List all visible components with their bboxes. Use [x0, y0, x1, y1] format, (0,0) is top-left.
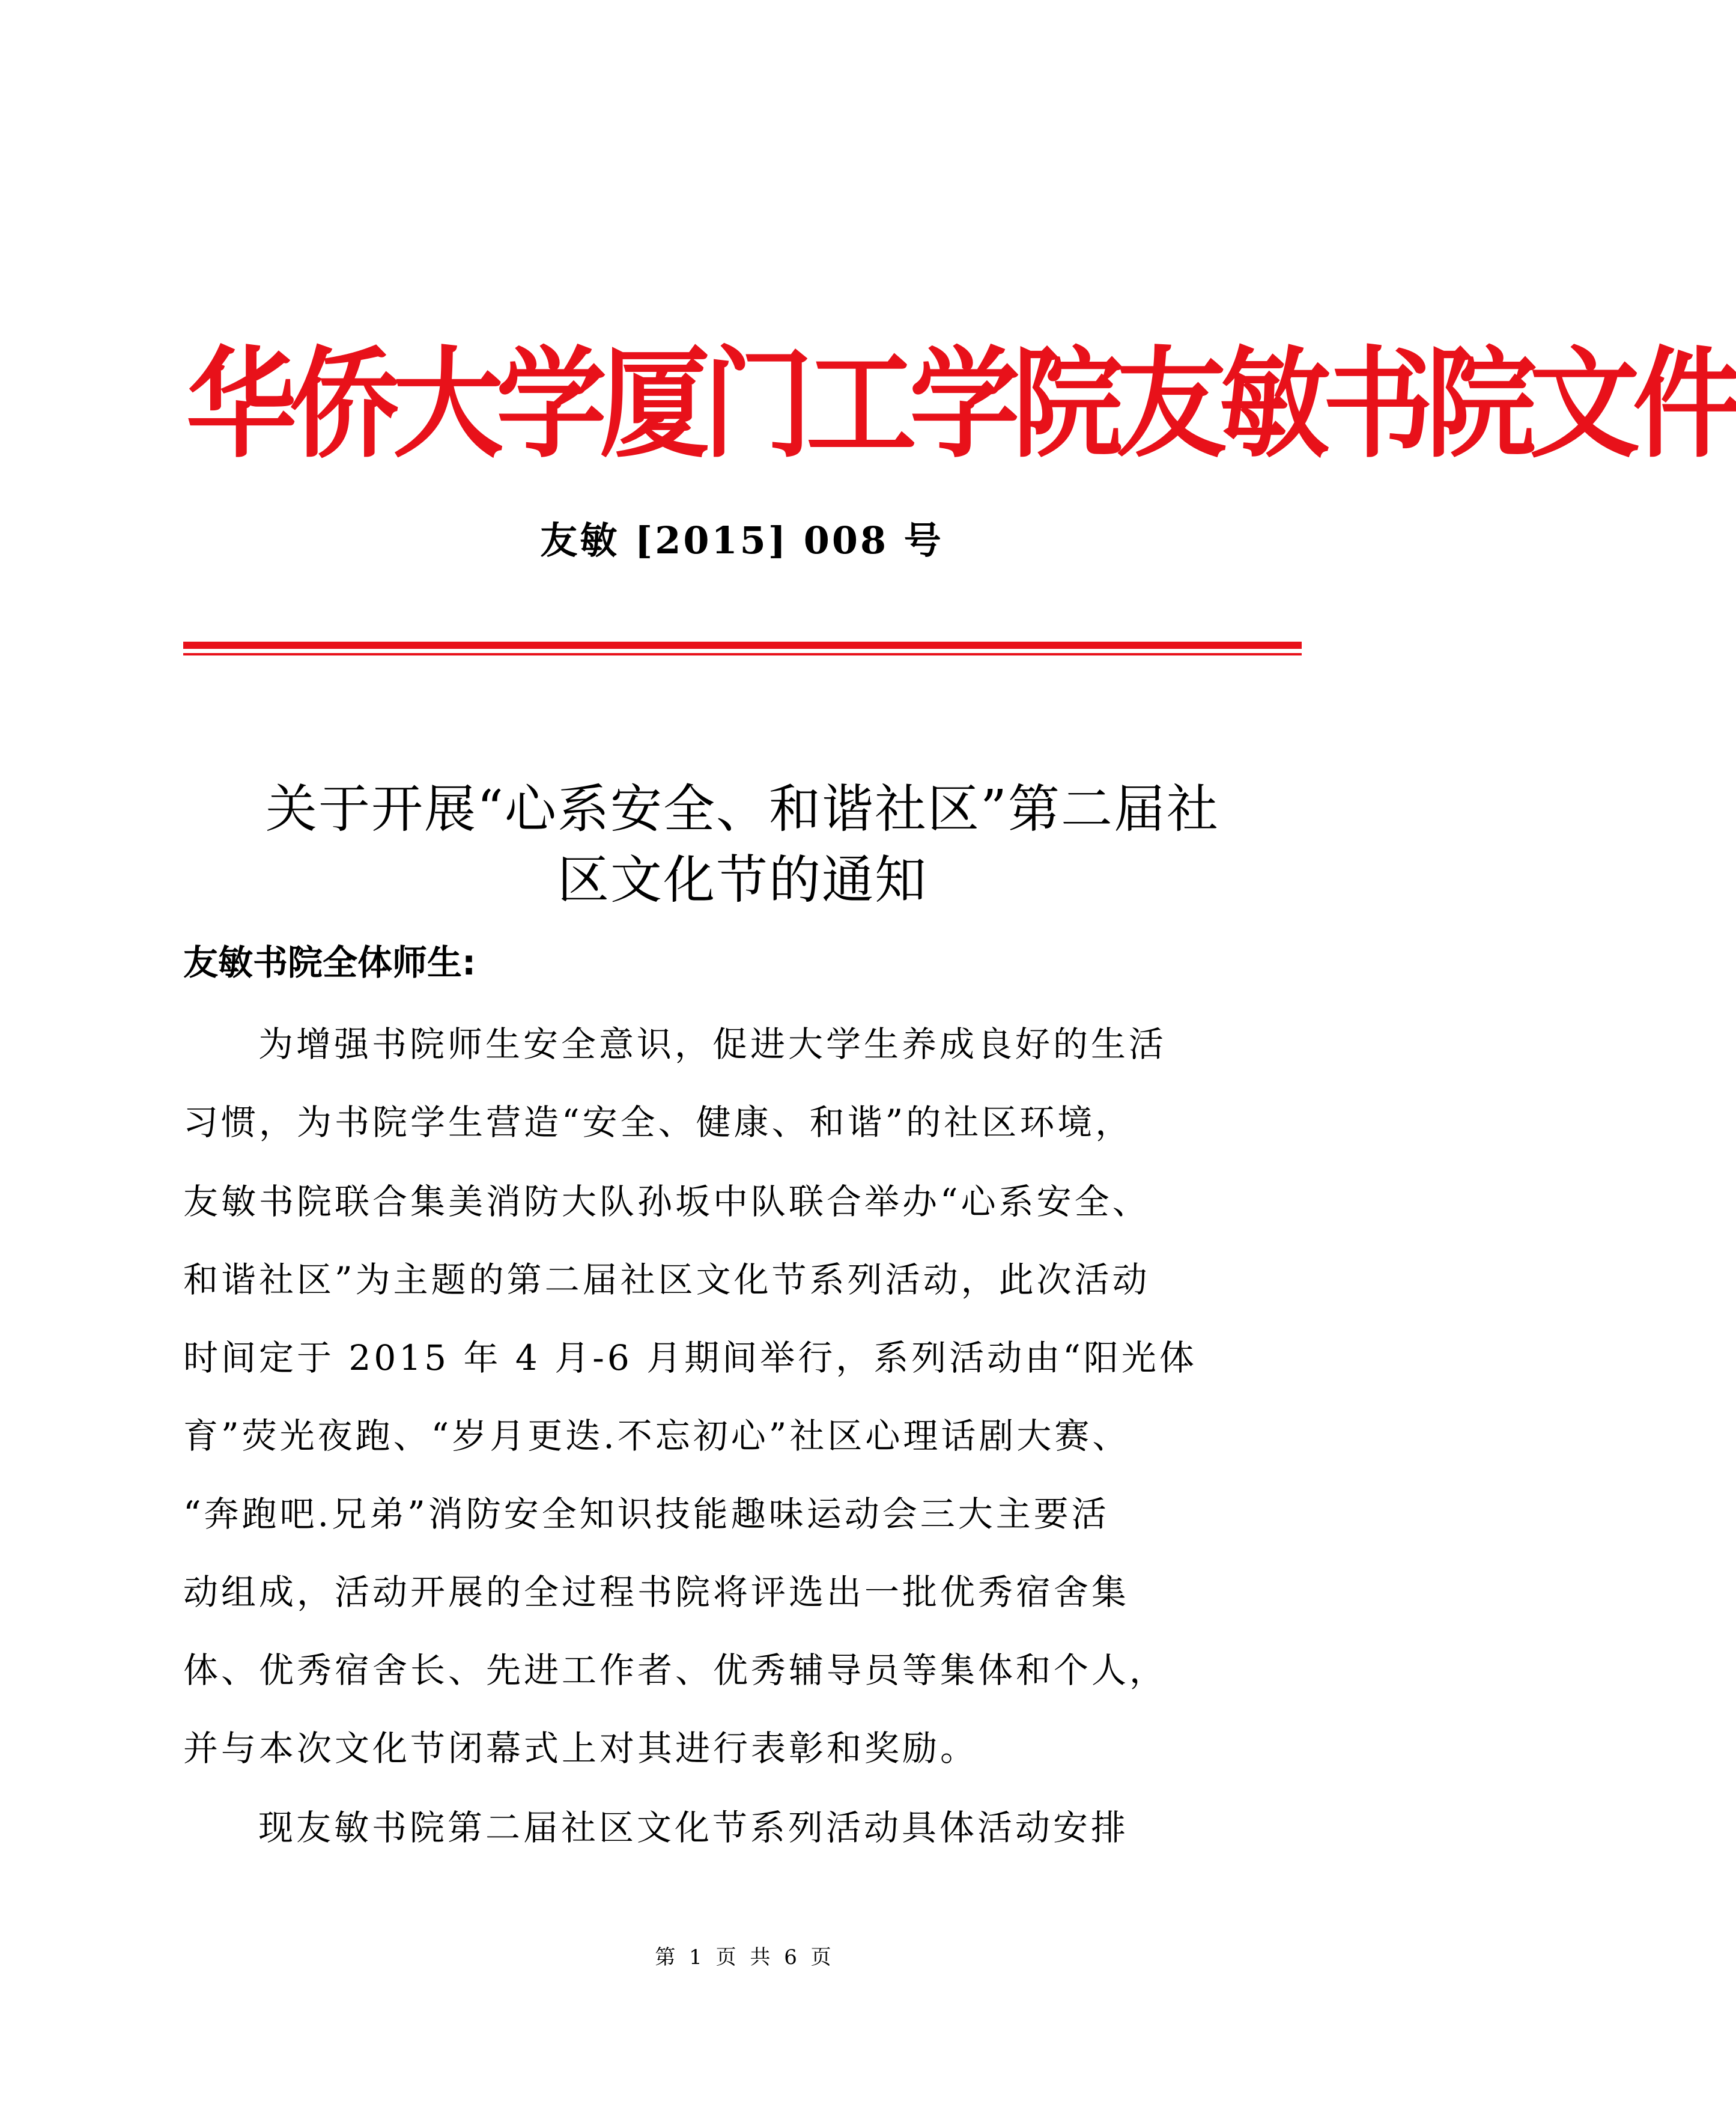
body-line: 为增强书院师生安全意识，促进大学生养成良好的生活	[258, 1024, 1167, 1065]
body-line: 友敏书院联合集美消防大队孙坂中队联合举办“心系安全、	[183, 1181, 1150, 1222]
body-line: 动组成，活动开展的全过程书院将评选出一批优秀宿舍集	[183, 1572, 1130, 1613]
header-rule-thick	[183, 642, 1302, 649]
page-footer: 第 1 页 共 6 页	[655, 1945, 835, 1969]
body-line: 时间定于 2015 年 4 月-6 月期间举行，系列活动由“阳光体	[183, 1337, 1197, 1378]
notice-title	[183, 774, 1302, 916]
document-number: 友敏 [2015] 008 号	[540, 518, 944, 562]
notice-title-line-1: 关于开展“心系安全、和谐社区”第二届社	[266, 779, 1219, 839]
salutation: 友敏书院全体师生:	[183, 942, 476, 983]
notice-title-line-2: 区文化节的通知	[557, 850, 927, 910]
document-header-title: 华侨大学厦门工学院友敏书院文件	[186, 335, 1736, 475]
body-line: 体、优秀宿舍长、先进工作者、优秀辅导员等集体和个人，	[183, 1650, 1168, 1691]
body-line: 现友敏书院第二届社区文化节系列活动具体活动安排	[258, 1807, 1129, 1848]
body-line: 育”荧光夜跑、“岁月更迭.不忘初心”社区心理话剧大赛、	[183, 1415, 1131, 1456]
body-line: 习惯，为书院学生营造“安全、健康、和谐”的社区环境，	[183, 1102, 1134, 1143]
body-line: 和谐社区”为主题的第二届社区文化节系列活动，此次活动	[183, 1259, 1150, 1300]
header-rule-thin	[183, 653, 1302, 655]
body-line: 并与本次文化节闭幕式上对其进行表彰和奖励。	[183, 1728, 979, 1769]
body-line: “奔跑吧.兄弟”消防安全知识技能趣味运动会三大主要活	[183, 1494, 1109, 1534]
